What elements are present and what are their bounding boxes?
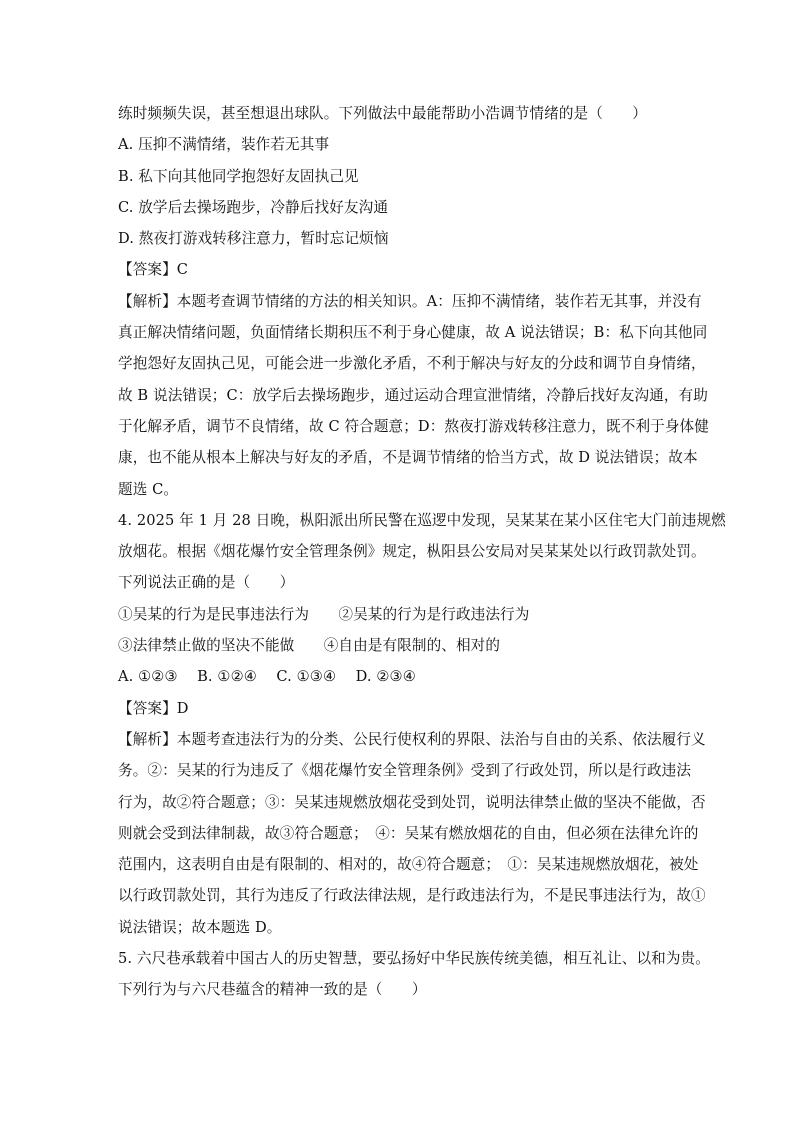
question-4-statements: ③法律禁止做的坚决不能做 ④自由是有限制的、相对的 [118, 637, 501, 655]
document-page [118, 98, 726, 1006]
question-3-option-b: B. 私下向其他同学抱怨好友固执己见 [118, 167, 359, 185]
question-4-analysis-line: 【解析】本题考查违法行为的分类、公民行使权利的界限、法治与自由的关系、依法履行义 [118, 730, 706, 748]
question-4-analysis-line: 以行政罚款处罚，其行为违反了行政法律法规，是行政违法行为，不是民事违法行为，故① [118, 887, 706, 905]
question-3-analysis-line: 题选 C。 [118, 480, 179, 498]
question-4-stem: 4. 2025 年 1 月 28 日晚，枞阳派出所民警在巡逻中发现，吴某某在某小区住宅大门前违规燃 [118, 511, 726, 529]
question-4-analysis-line: 则就会受到法律制裁，故③符合题意； ④：吴某有燃放烟花的自由，但必须在法律允许的 [118, 824, 699, 842]
question-4-stem: 放烟花。根据《烟花爆竹安全管理条例》规定，枞阳县公安局对吴某某处以行政罚款处罚。 [118, 543, 706, 561]
question-3-answer: 【答案】C [118, 261, 189, 279]
question-3-analysis-line: 于化解矛盾，调节不良情绪，故 C 符合题意；D：熬夜打游戏转移注意力，既不利于身体健 [118, 417, 709, 435]
question-3-option-d: D. 熬夜打游戏转移注意力，暂时忘记烦恼 [118, 230, 389, 248]
question-4-options: A. ①②③ B. ①②④ C. ①③④ D. ②③④ [118, 668, 416, 686]
question-3-stem-continuation: 练时频频失误，甚至想退出球队。下列做法中最能帮助小浩调节情绪的是（ ） [118, 105, 647, 122]
question-4-stem: 下列说法正确的是（ ） [118, 574, 295, 592]
question-3-analysis-line: 【解析】本题考查调节情绪的方法的相关知识。A：压抑不满情绪，装作若无其事，并没有 [118, 292, 702, 310]
question-4-analysis-line: 行为，故②符合题意；③：吴某违规燃放烟花受到处罚，说明法律禁止做的坚决不能做，否 [118, 793, 706, 811]
question-5-stem: 下列行为与六尺巷蕴含的精神一致的是（ ） [118, 981, 427, 999]
question-3-analysis-line: 康，也不能从根本上解决与好友的矛盾，不是调节情绪的恰当方式，故 D 说法错误；故本 [118, 449, 698, 467]
question-3-analysis-line: 学抱怨好友固执己见，可能会进一步激化矛盾，不利于解决与好友的分歧和调节自身情绪， [118, 355, 706, 373]
question-4-answer: 【答案】D [118, 699, 189, 717]
question-4-analysis-line: 务。②：吴某的行为违反了《烟花爆竹安全管理条例》受到了行政处罚，所以是行政违法 [118, 762, 692, 780]
question-3-analysis-line: 真正解决情绪问题，负面情绪长期积压不利于身心健康，故 A 说法错误；B：私下向其他同 [118, 324, 708, 342]
question-4-statements: ①吴某的行为是民事违法行为 ②吴某的行为是行政违法行为 [118, 605, 530, 623]
question-3-option-c: C. 放学后去操场跑步，冷静后找好友沟通 [118, 198, 389, 216]
question-3-analysis-line: 故 B 说法错误；C：放学后去操场跑步，通过运动合理宣泄情绪，冷静后找好友沟通，有助 [118, 386, 708, 404]
question-3-option-a: A. 压抑不满情绪，装作若无其事 [118, 136, 330, 154]
question-4-analysis-line: 范围内，这表明自由是有限制的、相对的，故④符合题意； ①：吴某违规燃放烟花，被处 [118, 856, 699, 874]
question-5-stem: 5. 六尺巷承载着中国古人的历史智慧，要弘扬好中华民族传统美德，相互礼让、以和为贵。 [118, 950, 710, 968]
question-4-analysis-line: 说法错误；故本题选 D。 [118, 918, 282, 936]
